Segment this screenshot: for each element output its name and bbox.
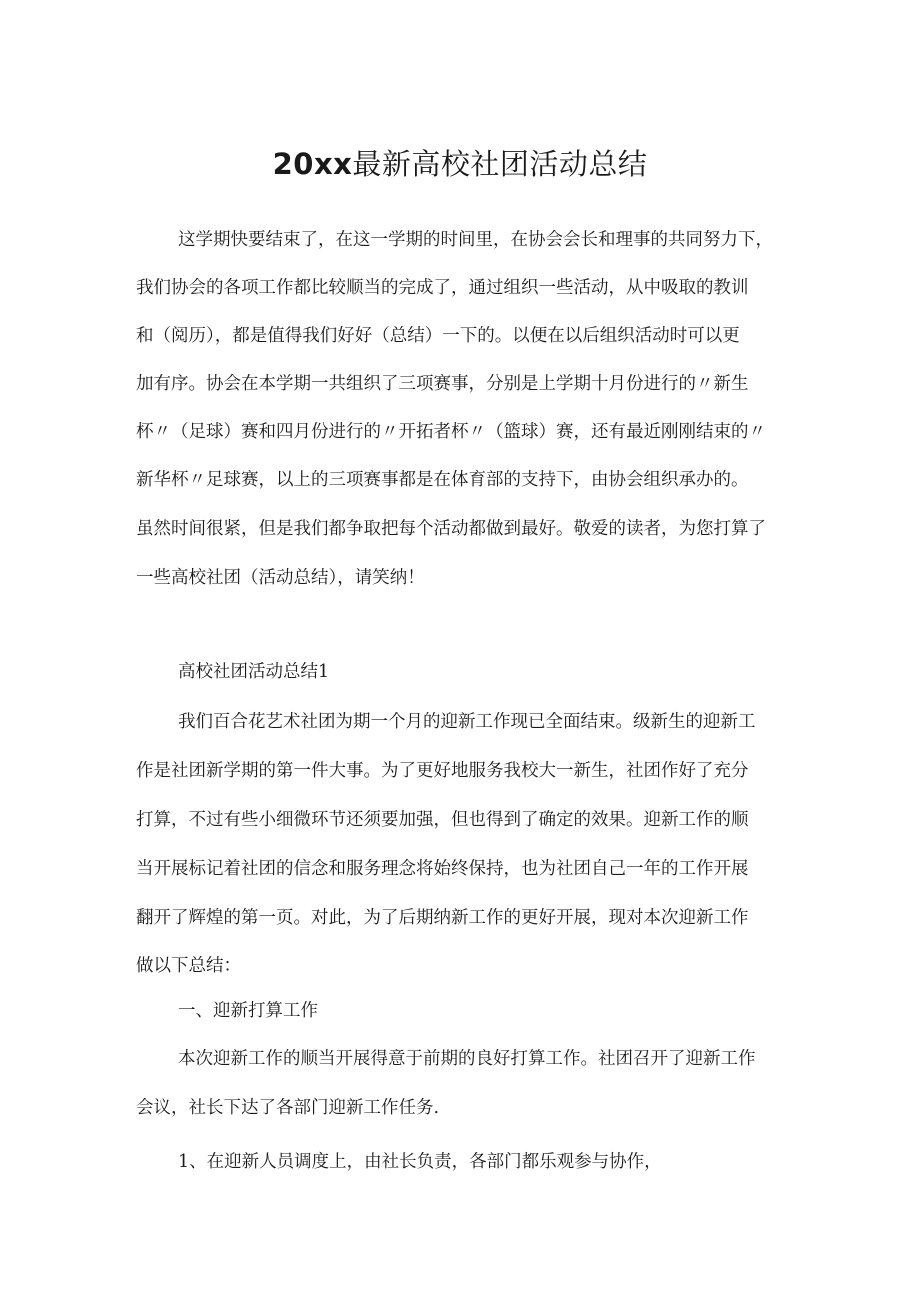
body-line-4: 当开展标记着社团的信念和服务理念将始终保持，也为社团自己一年的工作开展 — [136, 859, 749, 879]
body-line-2: 作是社团新学期的第一件大事。为了更好地服务我校大一新生，社团作好了充分 — [136, 761, 749, 781]
body-line-5: 翻开了辉煌的第一页。对此，为了后期纳新工作的更好开展，现对本次迎新工作 — [136, 908, 749, 928]
body-line-1: 我们百合花艺术社团为期一个月的迎新工作现已全面结束。级新生的迎新工 — [178, 712, 756, 732]
intro-line-7: 虽然时间很紧，但是我们都争取把每个活动都做到最好。敬爱的读者，为您打算了 — [136, 519, 766, 539]
para2-line-2: 会议，社长下达了各部门迎新工作任务. — [136, 1098, 440, 1118]
title-text: 最新高校社团活动总结 — [352, 147, 648, 181]
section-heading: 高校社团活动总结1 — [178, 662, 330, 682]
subheading-1: 一、迎新打算工作 — [178, 1001, 318, 1021]
body-line-3: 打算，不过有些小细微环节还须要加强，但也得到了确定的效果。迎新工作的顺 — [136, 810, 749, 830]
intro-line-3: 和（阅历），都是值得我们好好（总结）一下的。以便在以后组织活动时可以更 — [136, 326, 740, 346]
body-line-6: 做以下总结： — [136, 956, 241, 976]
intro-line-8: 一些高校社团（活动总结），请笑纳！ — [136, 568, 425, 588]
intro-line-2: 我们协会的各项工作都比较顺当的完成了，通过组织一些活动，从中吸取的教训 — [136, 278, 749, 298]
document-title — [0, 142, 920, 183]
intro-line-1: 这学期快要结束了，在这一学期的时间里，在协会会长和理事的共同努力下， — [178, 230, 773, 250]
intro-line-6: 新华杯〃足球赛，以上的三项赛事都是在体育部的支持下，由协会组织承办的。 — [136, 470, 749, 490]
title-year: 20xx — [272, 147, 353, 181]
intro-line-5: 杯〃（足球）赛和四月份进行的〃开拓者杯〃（篮球）赛，还有最近刚刚结束的〃 — [136, 422, 766, 442]
para2-line-1: 本次迎新工作的顺当开展得意于前期的良好打算工作。社团召开了迎新工作 — [178, 1049, 756, 1069]
intro-line-4: 加有序。协会在本学期一共组织了三项赛事，分别是上学期十月份进行的〃新生 — [136, 374, 749, 394]
list-item-1: 1、在迎新人员调度上，由社长负责，各部门都乐观参与协作， — [178, 1152, 662, 1172]
